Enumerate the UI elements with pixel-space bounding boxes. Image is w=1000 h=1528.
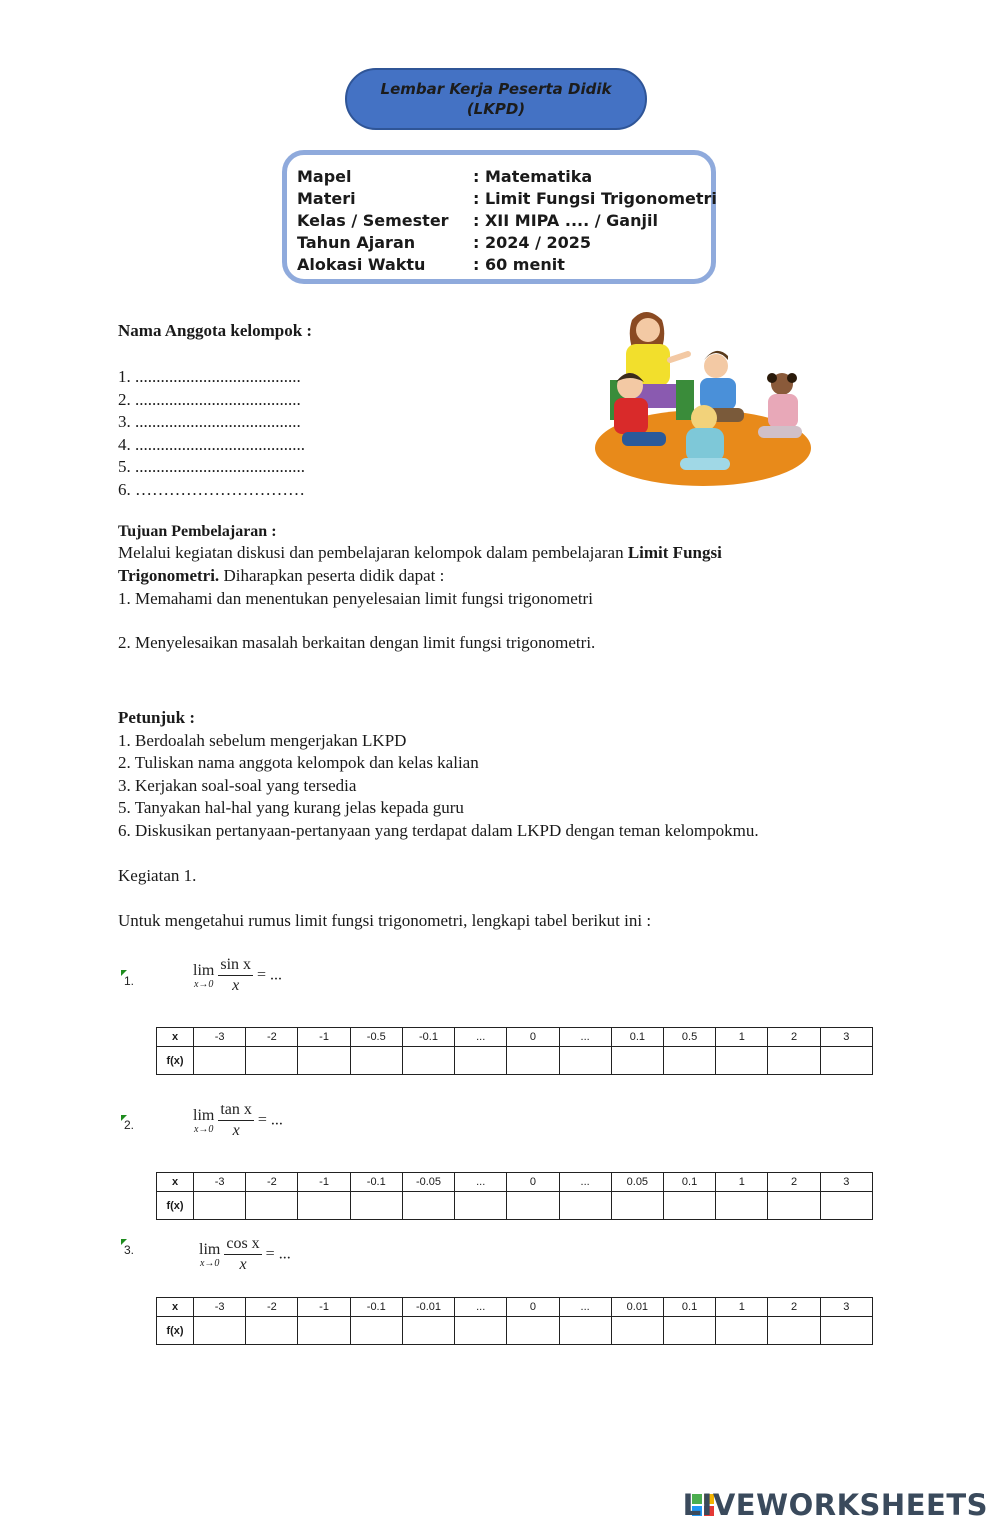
member-line-4[interactable]: 4. ........................................ bbox=[118, 435, 305, 454]
x-cell: -1 bbox=[298, 1298, 350, 1317]
kegiatan-title: Kegiatan 1. bbox=[118, 866, 197, 885]
fx-answer-cell[interactable] bbox=[559, 1317, 611, 1345]
fx-answer-cell[interactable] bbox=[507, 1047, 559, 1075]
x-cell: 3 bbox=[820, 1298, 872, 1317]
fx-answer-cell[interactable] bbox=[402, 1317, 454, 1345]
value-table-1 bbox=[156, 1027, 873, 1075]
fx-answer-cell[interactable] bbox=[455, 1047, 507, 1075]
liveworksheets-logo: LIVEWORKSHEETS bbox=[682, 1488, 988, 1522]
fx-row bbox=[157, 1317, 873, 1345]
title-line-2: (LKPD) bbox=[466, 100, 526, 118]
lim-operator bbox=[193, 962, 214, 990]
fx-answer-cell[interactable] bbox=[611, 1192, 663, 1220]
x-cell: -2 bbox=[246, 1028, 298, 1047]
fx-header: f(x) bbox=[157, 1192, 194, 1220]
x-header: x bbox=[157, 1298, 194, 1317]
fx-answer-cell[interactable] bbox=[507, 1192, 559, 1220]
x-cell: 3 bbox=[820, 1028, 872, 1047]
petunjuk-item-2: 2. Tuliskan nama anggota kelompok dan kelas kalian bbox=[118, 753, 479, 772]
fraction-numerator: tan x bbox=[218, 1100, 254, 1121]
fx-answer-cell[interactable] bbox=[768, 1047, 820, 1075]
fx-answer-cell[interactable] bbox=[507, 1317, 559, 1345]
x-cell: 0.1 bbox=[663, 1173, 715, 1192]
fx-answer-cell[interactable] bbox=[298, 1192, 350, 1220]
tujuan-item-1: 1. Memahami dan menentukan penyelesaian limit fungsi trigonometri bbox=[118, 589, 593, 608]
worksheet-title bbox=[345, 68, 647, 130]
x-cell: 0 bbox=[507, 1298, 559, 1317]
fx-header: f(x) bbox=[157, 1317, 194, 1345]
x-cell: 2 bbox=[768, 1298, 820, 1317]
problem-number-1: 1. bbox=[124, 974, 135, 988]
fx-answer-cell[interactable] bbox=[820, 1192, 872, 1220]
kegiatan-instruction: Untuk mengetahui rumus limit fungsi trigonometri, lengkapi tabel berikut ini : bbox=[118, 911, 652, 930]
fx-answer-cell[interactable] bbox=[820, 1317, 872, 1345]
fx-answer-cell[interactable] bbox=[559, 1047, 611, 1075]
fx-answer-cell[interactable] bbox=[820, 1047, 872, 1075]
limit-expression-1 bbox=[193, 955, 282, 996]
lim-text: lim bbox=[199, 1240, 221, 1258]
x-cell: -3 bbox=[194, 1173, 246, 1192]
fx-answer-cell[interactable] bbox=[611, 1047, 663, 1075]
x-cell: ... bbox=[455, 1028, 507, 1047]
fx-answer-cell[interactable] bbox=[194, 1317, 246, 1345]
equals-answer: = ... bbox=[257, 1111, 283, 1129]
equals-answer: = ... bbox=[265, 1245, 291, 1263]
x-header: x bbox=[157, 1028, 194, 1047]
fx-answer-cell[interactable] bbox=[350, 1047, 402, 1075]
fx-answer-cell[interactable] bbox=[768, 1192, 820, 1220]
lim-operator bbox=[199, 1241, 220, 1269]
fx-answer-cell[interactable] bbox=[455, 1317, 507, 1345]
fx-answer-cell[interactable] bbox=[298, 1317, 350, 1345]
fx-answer-cell[interactable] bbox=[246, 1047, 298, 1075]
x-cell: 0.1 bbox=[663, 1298, 715, 1317]
info-label: Kelas / Semester bbox=[297, 211, 449, 230]
group-discussion-illustration bbox=[592, 300, 814, 490]
fraction-denominator: x bbox=[232, 1122, 240, 1139]
info-label: Tahun Ajaran bbox=[297, 233, 416, 252]
fx-header: f(x) bbox=[157, 1047, 194, 1075]
fx-answer-cell[interactable] bbox=[716, 1047, 768, 1075]
equals-answer: = ... bbox=[257, 966, 283, 984]
x-cell: -0.5 bbox=[350, 1028, 402, 1047]
member-line-1[interactable]: 1. ....................................... bbox=[118, 367, 301, 386]
member-line-5[interactable]: 5. ........................................ bbox=[118, 457, 305, 476]
limit-expression-3 bbox=[199, 1234, 291, 1275]
x-cell: -0.1 bbox=[402, 1028, 454, 1047]
x-cell: 1 bbox=[716, 1028, 768, 1047]
petunjuk-item-1: 1. Berdoalah sebelum mengerjakan LKPD bbox=[118, 731, 407, 750]
fraction-numerator: sin x bbox=[218, 955, 253, 976]
x-cell: -2 bbox=[246, 1173, 298, 1192]
x-cell: -0.01 bbox=[402, 1298, 454, 1317]
info-row-materi bbox=[297, 188, 717, 210]
fx-answer-cell[interactable] bbox=[298, 1047, 350, 1075]
fx-answer-cell[interactable] bbox=[350, 1317, 402, 1345]
x-cell: -1 bbox=[298, 1173, 350, 1192]
lim-text: lim bbox=[193, 961, 215, 979]
x-cell: ... bbox=[559, 1028, 611, 1047]
fx-answer-cell[interactable] bbox=[663, 1317, 715, 1345]
lim-text: lim bbox=[193, 1106, 215, 1124]
fx-answer-cell[interactable] bbox=[768, 1317, 820, 1345]
x-cell: 0.01 bbox=[611, 1298, 663, 1317]
fx-answer-cell[interactable] bbox=[455, 1192, 507, 1220]
lim-operator bbox=[193, 1107, 214, 1135]
fx-answer-cell[interactable] bbox=[716, 1192, 768, 1220]
fx-answer-cell[interactable] bbox=[246, 1192, 298, 1220]
x-cell: 2 bbox=[768, 1028, 820, 1047]
title-line-1: Lembar Kerja Peserta Didik bbox=[380, 80, 612, 98]
info-label: Alokasi Waktu bbox=[297, 255, 426, 274]
info-row-kelas bbox=[297, 210, 658, 232]
petunjuk-item-3: 3. Kerjakan soal-soal yang tersedia bbox=[118, 776, 357, 795]
x-row bbox=[157, 1173, 873, 1192]
petunjuk-heading: Petunjuk : bbox=[118, 708, 195, 727]
x-cell: -0.1 bbox=[350, 1298, 402, 1317]
limit-expression-2 bbox=[193, 1100, 283, 1141]
fx-row bbox=[157, 1192, 873, 1220]
x-cell: -3 bbox=[194, 1298, 246, 1317]
tujuan-line-2 bbox=[118, 565, 444, 588]
fraction-numerator: cos x bbox=[224, 1234, 261, 1255]
x-cell: -0.1 bbox=[350, 1173, 402, 1192]
petunjuk-item-4: 5. Tanyakan hal-hal yang kurang jelas kepada guru bbox=[118, 798, 464, 817]
lim-subscript: x→0 bbox=[193, 978, 214, 990]
problem-number-2: 2. bbox=[124, 1118, 135, 1132]
tujuan-line-1 bbox=[118, 542, 722, 565]
x-cell: 0.1 bbox=[611, 1028, 663, 1047]
problem-number-3: 3. bbox=[124, 1243, 135, 1257]
fx-answer-cell[interactable] bbox=[611, 1317, 663, 1345]
x-row bbox=[157, 1028, 873, 1047]
fraction bbox=[218, 1100, 254, 1141]
x-cell: -0.05 bbox=[402, 1173, 454, 1192]
x-header: x bbox=[157, 1173, 194, 1192]
info-row-mapel bbox=[297, 166, 593, 188]
x-cell: 1 bbox=[716, 1173, 768, 1192]
x-cell: 0.5 bbox=[663, 1028, 715, 1047]
fraction bbox=[218, 955, 253, 996]
tujuan-line-1-text: Melalui kegiatan diskusi dan pembelajaran kelompok dalam pembelajaran bbox=[118, 543, 628, 562]
x-cell: 0.05 bbox=[611, 1173, 663, 1192]
x-cell: ... bbox=[455, 1298, 507, 1317]
info-row-alokasi bbox=[297, 254, 565, 276]
tujuan-line-2-bold: Trigonometri. bbox=[118, 566, 220, 585]
member-line-6[interactable]: 6. ………………………… bbox=[118, 480, 305, 499]
x-cell: 0 bbox=[507, 1173, 559, 1192]
fx-row bbox=[157, 1047, 873, 1075]
lim-subscript: x→0 bbox=[199, 1257, 220, 1269]
info-value: : Limit Fungsi Trigonometri bbox=[473, 189, 717, 208]
info-label: Mapel bbox=[297, 167, 352, 186]
info-value: : Matematika bbox=[473, 167, 593, 186]
x-cell: ... bbox=[559, 1173, 611, 1192]
fraction bbox=[224, 1234, 261, 1275]
fraction-denominator: x bbox=[232, 977, 240, 994]
fx-answer-cell[interactable] bbox=[402, 1047, 454, 1075]
x-cell: -1 bbox=[298, 1028, 350, 1047]
member-line-3[interactable]: 3. ....................................... bbox=[118, 412, 301, 431]
info-label: Materi bbox=[297, 189, 356, 208]
x-cell: -3 bbox=[194, 1028, 246, 1047]
tujuan-item-2: 2. Menyelesaikan masalah berkaitan dengan limit fungsi trigonometri. bbox=[118, 633, 596, 652]
fx-answer-cell[interactable] bbox=[716, 1317, 768, 1345]
members-heading: Nama Anggota kelompok : bbox=[118, 321, 313, 340]
info-value: : 60 menit bbox=[473, 255, 565, 274]
fx-answer-cell[interactable] bbox=[194, 1192, 246, 1220]
x-cell: 1 bbox=[716, 1298, 768, 1317]
fraction-denominator: x bbox=[239, 1256, 247, 1273]
tujuan-heading: Tujuan Pembelajaran : bbox=[118, 523, 277, 540]
fx-answer-cell[interactable] bbox=[350, 1192, 402, 1220]
fx-answer-cell[interactable] bbox=[246, 1317, 298, 1345]
info-row-tahun bbox=[297, 232, 592, 254]
tujuan-line-1-bold: Limit Fungsi bbox=[627, 543, 722, 562]
x-cell: -2 bbox=[246, 1298, 298, 1317]
info-box bbox=[282, 150, 716, 284]
x-row bbox=[157, 1298, 873, 1317]
petunjuk-item-5: 6. Diskusikan pertanyaan-pertanyaan yang terdapat dalam LKPD dengan teman kelompokmu. bbox=[118, 821, 759, 840]
fx-answer-cell[interactable] bbox=[663, 1192, 715, 1220]
value-table-2 bbox=[156, 1172, 873, 1220]
value-table-3 bbox=[156, 1297, 873, 1345]
fx-answer-cell[interactable] bbox=[402, 1192, 454, 1220]
fx-answer-cell[interactable] bbox=[559, 1192, 611, 1220]
lim-subscript: x→0 bbox=[193, 1123, 214, 1135]
x-cell: 2 bbox=[768, 1173, 820, 1192]
member-line-2[interactable]: 2. ....................................... bbox=[118, 390, 301, 409]
info-value: : 2024 / 2025 bbox=[473, 233, 592, 252]
tujuan-line-2-text: Diharapkan peserta didik dapat : bbox=[219, 566, 445, 585]
info-value: : XII MIPA .... / Ganjil bbox=[473, 211, 658, 230]
x-cell: 0 bbox=[507, 1028, 559, 1047]
fx-answer-cell[interactable] bbox=[663, 1047, 715, 1075]
x-cell: ... bbox=[559, 1298, 611, 1317]
x-cell: 3 bbox=[820, 1173, 872, 1192]
x-cell: ... bbox=[455, 1173, 507, 1192]
fx-answer-cell[interactable] bbox=[194, 1047, 246, 1075]
